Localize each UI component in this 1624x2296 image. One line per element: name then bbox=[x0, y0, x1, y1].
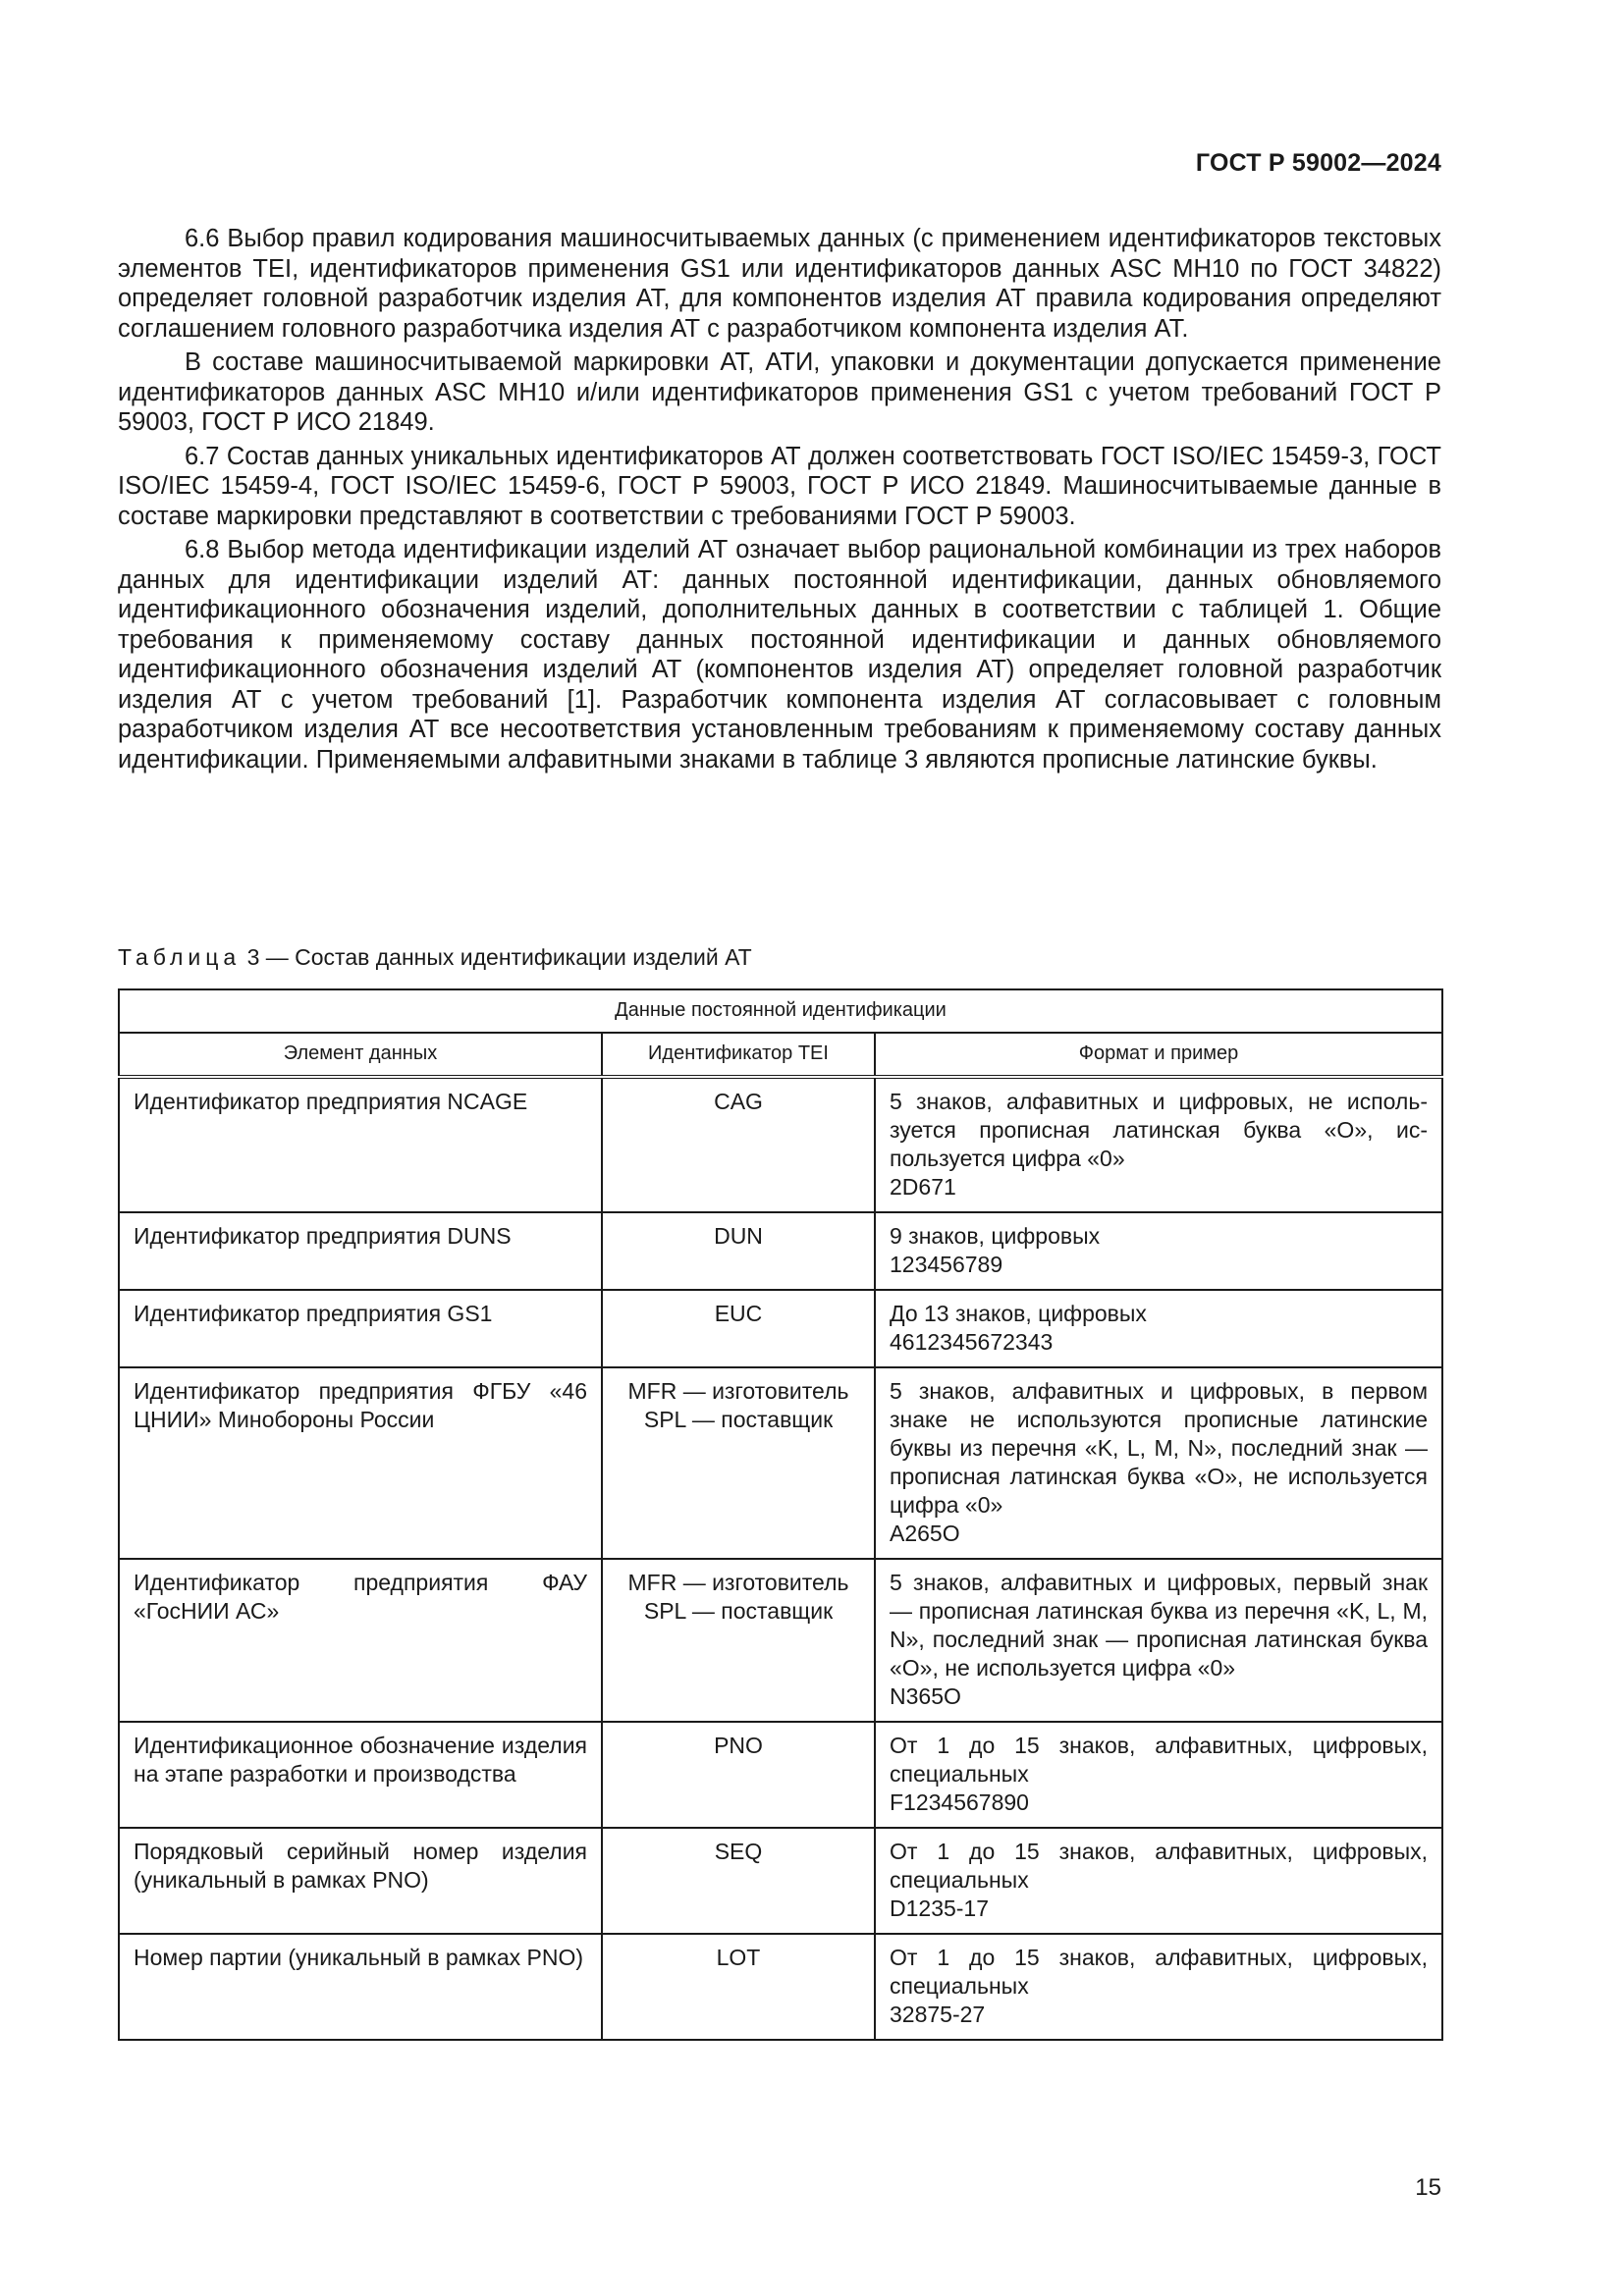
cell-element: Идентификационное обозначение изделия на этапе разработки и производства bbox=[119, 1722, 602, 1828]
table-row bbox=[119, 1722, 1442, 1828]
cell-tei: EUC bbox=[602, 1290, 875, 1367]
column-header-element: Элемент данных bbox=[119, 1033, 602, 1077]
cell-element: Идентификатор предприятия ФГБУ «46 ЦНИИ» Минобороны России bbox=[119, 1367, 602, 1559]
table-row bbox=[119, 1559, 1442, 1722]
cell-tei: MFR — изготовитель SPL — поставщик bbox=[602, 1559, 875, 1722]
identification-table bbox=[118, 988, 1443, 2041]
cell-tei: MFR — изготовитель SPL — поставщик bbox=[602, 1367, 875, 1559]
cell-tei: PNO bbox=[602, 1722, 875, 1828]
cell-format bbox=[875, 1722, 1442, 1828]
cell-element: Идентификатор предприятия NCAGE bbox=[119, 1077, 602, 1212]
table-row bbox=[119, 1077, 1442, 1212]
format-example: 32875-27 bbox=[890, 2002, 986, 2027]
cell-tei: LOT bbox=[602, 1934, 875, 2040]
cell-tei: CAG bbox=[602, 1077, 875, 1212]
format-text: От 1 до 15 знаков, алфавитных, цифровых, специальных bbox=[890, 1839, 1429, 1893]
format-text: 5 знаков, алфавитных и цифровых, первый знак — прописная латинская буква из перечня «K, L, M, N», последний знак — прописная латинская буква «O», не используется цифра «0» bbox=[890, 1570, 1429, 1681]
cell-element: Номер партии (уникальный в рамках PNO) bbox=[119, 1934, 602, 2040]
paragraph: В составе машиносчитываемой маркировки АТ, АТИ, упаковки и документации допускается применение идентификаторов данных ASC MH10 и/или идентификаторов применения GS1 с учетом требований ГОСТ Р 59003, ГОСТ Р ИСО 21849. bbox=[118, 348, 1441, 436]
table-row bbox=[119, 1212, 1442, 1290]
cell-element: Идентификатор предприятия GS1 bbox=[119, 1290, 602, 1367]
table-row bbox=[119, 1934, 1442, 2040]
format-example: 2D671 bbox=[890, 1174, 956, 1200]
cell-format bbox=[875, 1559, 1442, 1722]
paragraph: 6.6 Выбор правил кодирования машиносчитываемых данных (с применением идентификаторов текстовых элементов TEI, идентификаторов применения GS1 или идентификаторов данных ASC MH10 по ГОСТ 34822) определяет головной разработчик изделия АТ, для компонентов изделия АТ правила кодирования определяют соглашением головного разработчика изделия АТ с разработчиком компонента изделия АТ. bbox=[118, 225, 1441, 343]
table-caption-title: 3 — Состав данных идентификации изделий АТ bbox=[246, 944, 752, 970]
format-text: До 13 знаков, цифровых bbox=[890, 1301, 1147, 1326]
paragraph: 6.8 Выбор метода идентификации изделий АТ означает выбор рациональной комбинации из трех наборов данных для идентификации изделий АТ: данных постоянной идентификации, данных обновляемого идентификационного обозначения изделий, дополнительных данных в соответствии с таблицей 1. Общие требования к применяемому составу данных постоянной идентификации и данных обновляемого идентификационного обозначения изделий АТ (компонентов изделия АТ) определяет головной разработчик изделия АТ с учетом требований [1]. Разработчик компонента изделия АТ согласовывает с головным разработчиком изделия АТ все несоответствия установленным требованиям к применяемому составу данных идентификации. Применяемыми алфавитными знаками в таблице 3 являются прописные латинские буквы. bbox=[118, 536, 1441, 774]
cell-format bbox=[875, 1828, 1442, 1934]
table-row bbox=[119, 1367, 1442, 1559]
format-text: 5 знаков, алфавитных и цифровых, в первом знаке не используются прописные латинские буквы из перечня «K, L, M, N», последний знак — прописная латинская буква «O», не используется цифра «0» bbox=[890, 1378, 1429, 1518]
table-row bbox=[119, 1828, 1442, 1934]
format-example: 4612345672343 bbox=[890, 1329, 1054, 1355]
column-header-tei: Идентификатор TEI bbox=[602, 1033, 875, 1077]
paragraph: 6.7 Состав данных уникальных идентификаторов АТ должен соответствовать ГОСТ ISO/IEC 15459-3, ГОСТ ISO/IEC 15459-4, ГОСТ ISO/IEC 15459-6, ГОСТ Р 59003, ГОСТ Р ИСО 21849. Машиносчитываемые данные в составе маркировки представляют в соответствии с требованиями ГОСТ Р 59003. bbox=[118, 442, 1441, 530]
cell-format bbox=[875, 1077, 1442, 1212]
document-page bbox=[118, 0, 1441, 2296]
table-header-row bbox=[119, 1033, 1442, 1077]
document-header: ГОСТ Р 59002—2024 bbox=[1195, 149, 1441, 177]
column-header-format: Формат и пример bbox=[875, 1033, 1442, 1077]
cell-element: Идентификатор предприятия DUNS bbox=[119, 1212, 602, 1290]
format-text: 5 знаков, алфавитных и цифровых, не используется прописная латинская буква «O», используется цифра «0» bbox=[890, 1089, 1429, 1171]
format-example: F1234567890 bbox=[890, 1789, 1029, 1815]
table-caption-label: Таблица bbox=[118, 944, 242, 970]
format-text: От 1 до 15 знаков, алфавитных, цифровых, специальных bbox=[890, 1733, 1429, 1787]
cell-tei: SEQ bbox=[602, 1828, 875, 1934]
format-example: A265O bbox=[890, 1521, 960, 1546]
table-caption bbox=[118, 944, 752, 971]
table-row bbox=[119, 1290, 1442, 1367]
table-group-header: Данные постоянной идентификации bbox=[119, 989, 1442, 1033]
cell-element: Порядковый серийный номер изделия (уникальный в рамках PNO) bbox=[119, 1828, 602, 1934]
cell-format bbox=[875, 1212, 1442, 1290]
cell-element: Идентификатор предприятия ФАУ «ГосНИИ АС» bbox=[119, 1559, 602, 1722]
body-text bbox=[118, 224, 1441, 778]
cell-tei: DUN bbox=[602, 1212, 875, 1290]
format-text: 9 знаков, цифровых bbox=[890, 1223, 1101, 1249]
format-example: 123456789 bbox=[890, 1252, 1003, 1277]
format-example: N365O bbox=[890, 1683, 961, 1709]
format-example: D1235-17 bbox=[890, 1896, 990, 1921]
cell-format bbox=[875, 1290, 1442, 1367]
page-number: 15 bbox=[1415, 2174, 1441, 2201]
cell-format bbox=[875, 1934, 1442, 2040]
table-group-header-row bbox=[119, 989, 1442, 1033]
format-text: От 1 до 15 знаков, алфавитных, цифровых, специальных bbox=[890, 1945, 1429, 1999]
cell-format bbox=[875, 1367, 1442, 1559]
